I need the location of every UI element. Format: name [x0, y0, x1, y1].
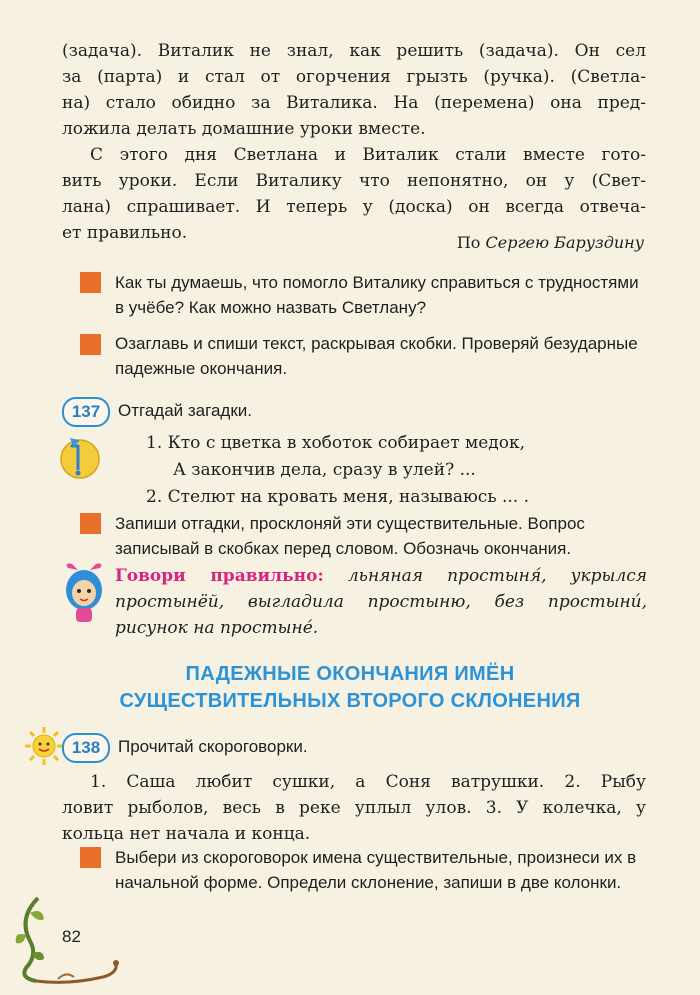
section-heading-line-1: ПАДЕЖНЫЕ ОКОНЧАНИЯ ИМЁН	[185, 663, 515, 685]
text-line: лана) спрашивает. И теперь у (доска) он всегда отвеча-	[62, 197, 646, 217]
text-line: кольца нет начала и конца.	[62, 824, 311, 844]
story-attribution	[457, 233, 644, 252]
text-line: (задача). Виталик не знал, как решить (задача). Он сел	[62, 41, 646, 61]
tongue-twisters-text	[62, 769, 646, 847]
exercise-title: Прочитай скороговорки.	[118, 737, 308, 756]
sun-icon	[24, 726, 64, 766]
speak-correctly-block	[115, 563, 647, 641]
page-number: 82	[62, 927, 81, 946]
task-question-2: Озаглавь и спиши текст, раскрывая скобки. Проверяй безударные падежные окончания.	[115, 334, 638, 378]
speak-correctly-text: рисунок на простыне́.	[115, 618, 319, 638]
speak-correctly-text: льняная простыня́, укрылся	[347, 566, 647, 586]
text-line: С этого дня Светлана и Виталик стали вместе гото-	[90, 145, 646, 165]
task-marker-icon	[80, 272, 101, 293]
text-line: на) стало обидно за Виталика. На (перемена) она пред-	[62, 93, 646, 113]
story-paragraph-1	[62, 38, 646, 142]
text-line: 1. Саша любит сушки, а Соня ватрушки. 2. Рыбу	[90, 772, 646, 792]
attribution-prefix: По	[456, 233, 481, 252]
riddles-block	[146, 430, 529, 511]
exercise-number-badge: 138	[62, 733, 110, 763]
speak-correctly-text: простынёй, выгладила простыню, без простыни́,	[115, 592, 647, 612]
task-question-1: Как ты думаешь, что помогло Виталику справиться с трудностями в учёбе? Как можно назвать Светлану?	[115, 273, 639, 317]
task-marker-icon	[80, 513, 101, 534]
text-line: ет правильно.	[62, 223, 188, 243]
exercise-138-task: Выбери из скороговорок имена существительные, произнеси их в начальной форме. Определи склонение, запиши в две колонки.	[115, 848, 637, 892]
riddle-icon	[56, 432, 104, 480]
riddle-1-line-2: А закончив дела, сразу в улей? ...	[173, 460, 476, 480]
exercise-number-badge: 137	[62, 397, 110, 427]
section-heading-line-2: СУЩЕСТВИТЕЛЬНЫХ ВТОРОГО СКЛОНЕНИЯ	[119, 690, 581, 712]
speak-correctly-label: Говори правильно:	[115, 566, 324, 586]
task-marker-icon	[80, 847, 101, 868]
task-marker-icon	[80, 334, 101, 355]
exercise-title: Отгадай загадки.	[118, 401, 252, 420]
girl-character-icon	[58, 560, 110, 626]
riddle-2: 2. Стелют на кровать меня, называюсь ... .	[146, 487, 530, 507]
text-line: ловит рыболов, весь в реке уплыл улов. 3. У колечка, у	[62, 798, 646, 818]
riddle-1-line-1: 1. Кто с цветка в хоботок собирает медок,	[146, 433, 526, 453]
story-paragraph-2	[62, 142, 646, 246]
exercise-137-task: Запиши отгадки, просклоняй эти существительные. Вопрос записывай в скобках перед словом. Обозначь окончания.	[115, 514, 585, 558]
text-line: ложила делать домашние уроки вместе.	[62, 119, 426, 139]
text-line: вить уроки. Если Виталику что непонятно, он у (Свет-	[62, 171, 646, 191]
text-line: за (парта) и стал от огорчения грызть (ручка). (Светла-	[62, 67, 646, 87]
attribution-author: Сергею Баруздину	[485, 233, 644, 252]
